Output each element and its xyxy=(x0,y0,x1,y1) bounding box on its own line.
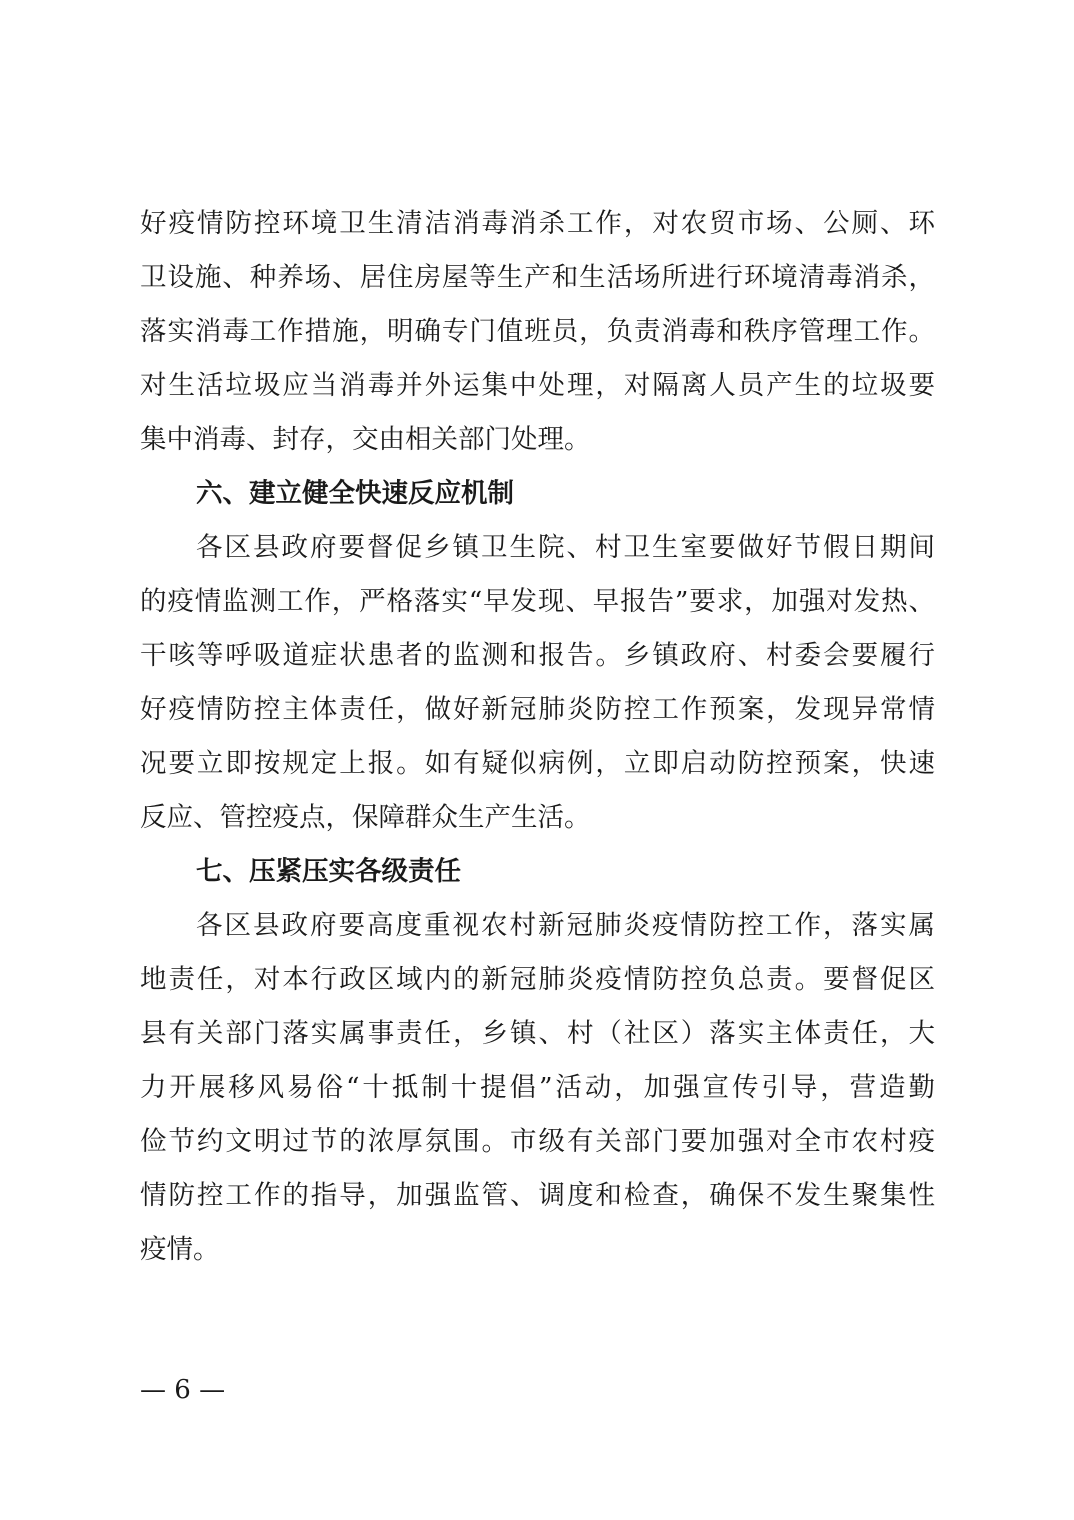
body-line: 卫设施、种养场、居住房屋等生产和生活场所进行环境清毒消杀， xyxy=(140,262,935,293)
section-heading: 六、建立健全快速反应机制 xyxy=(196,478,514,509)
body-line: 况要立即按规定上报。如有疑似病例，立即启动防控预案，快速 xyxy=(140,748,935,779)
body-line: 集中消毒、封存，交由相关部门处理。 xyxy=(140,424,591,455)
body-line: 好疫情防控主体责任，做好新冠肺炎防控工作预案，发现异常情 xyxy=(140,694,935,725)
body-line: 干咳等呼吸道症状患者的监测和报告。乡镇政府、村委会要履行 xyxy=(140,640,935,671)
body-line: 俭节约文明过节的浓厚氛围。市级有关部门要加强对全市农村疫 xyxy=(140,1126,935,1157)
body-line: 各区县政府要高度重视农村新冠肺炎疫情防控工作，落实属 xyxy=(196,910,935,941)
body-line: 好疫情防控环境卫生清洁消毒消杀工作，对农贸市场、公厕、环 xyxy=(140,208,935,239)
body-line: 各区县政府要督促乡镇卫生院、村卫生室要做好节假日期间 xyxy=(196,532,935,563)
body-line: 对生活垃圾应当消毒并外运集中处理，对隔离人员产生的垃圾要 xyxy=(140,370,935,401)
body-line: 县有关部门落实属事责任，乡镇、村（社区）落实主体责任，大 xyxy=(140,1018,935,1049)
body-line: 反应、管控疫点，保障群众生产生活。 xyxy=(140,802,591,833)
body-line: 疫情。 xyxy=(140,1234,220,1265)
body-line: 情防控工作的指导，加强监管、调度和检查，确保不发生聚集性 xyxy=(140,1180,935,1211)
body-line: 的疫情监测工作，严格落实“早发现、早报告”要求，加强对发热、 xyxy=(140,586,935,617)
page-number: — 6 — xyxy=(140,1375,226,1405)
body-line: 力开展移风易俗“十抵制十提倡”活动，加强宣传引导，营造勤 xyxy=(140,1072,935,1103)
section-heading: 七、压紧压实各级责任 xyxy=(196,856,461,887)
body-line: 落实消毒工作措施，明确专门值班员，负责消毒和秩序管理工作。 xyxy=(140,316,935,347)
body-line: 地责任，对本行政区域内的新冠肺炎疫情防控负总责。要督促区 xyxy=(140,964,935,995)
